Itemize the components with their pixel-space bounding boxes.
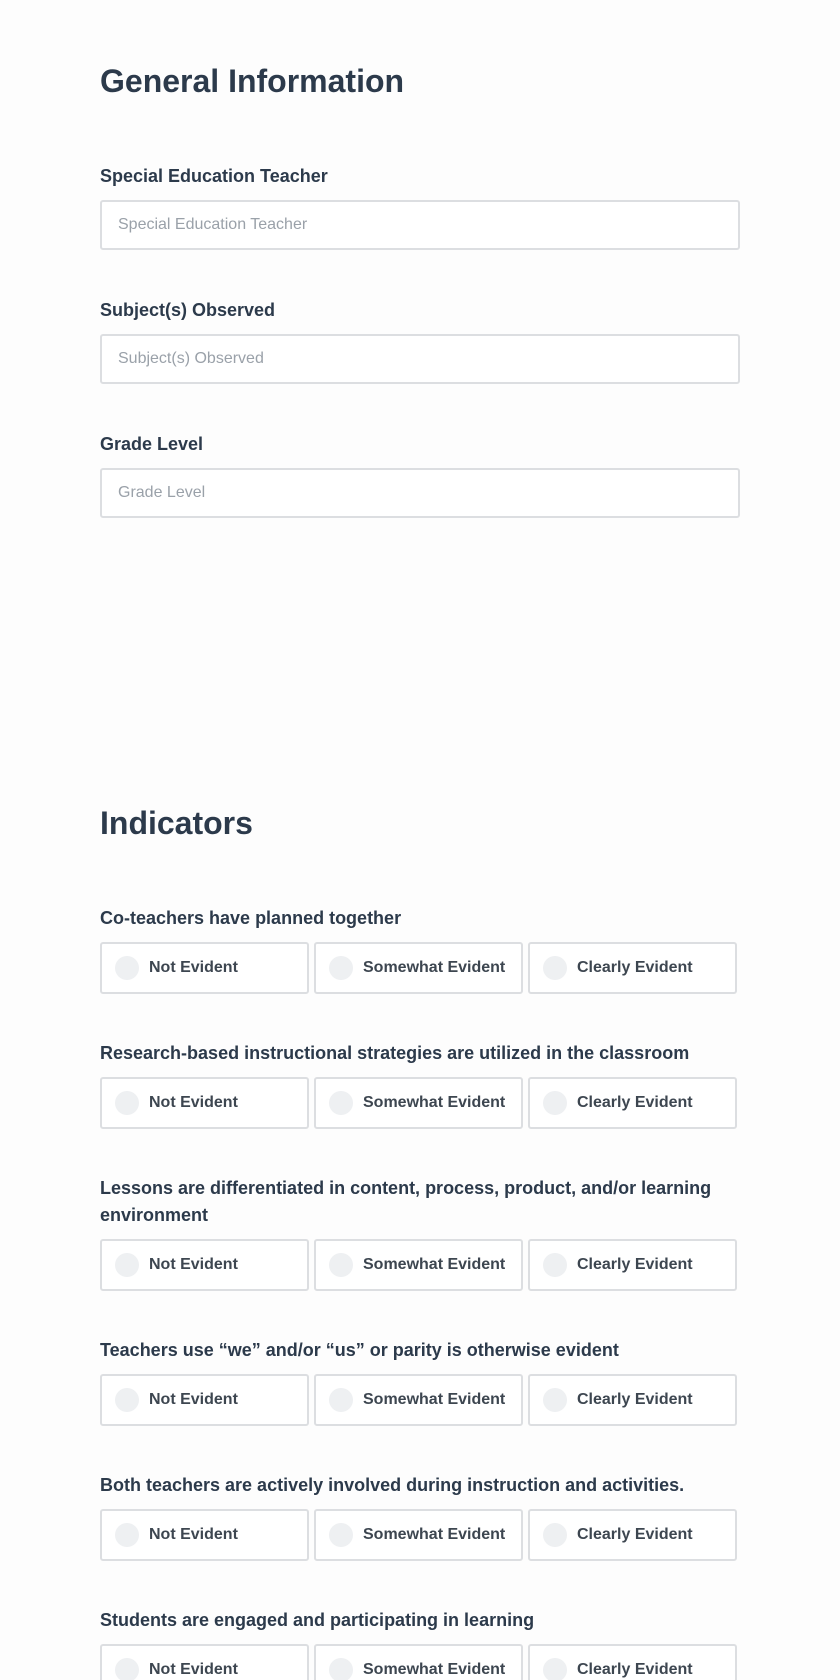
- option-not-evident[interactable]: [100, 942, 309, 994]
- radio-circle-icon[interactable]: [115, 1523, 139, 1547]
- rating-options: [100, 1509, 740, 1561]
- option-label: Clearly Evident: [577, 1256, 693, 1273]
- option-clearly-evident[interactable]: [528, 1077, 737, 1129]
- field-grade-level: [100, 431, 740, 518]
- indicator-question: [100, 1175, 740, 1291]
- option-label: Not Evident: [149, 959, 238, 976]
- option-label: Not Evident: [149, 1391, 238, 1408]
- radio-circle-icon[interactable]: [329, 956, 353, 980]
- option-not-evident[interactable]: [100, 1374, 309, 1426]
- option-not-evident[interactable]: [100, 1644, 309, 1680]
- indicator-question: [100, 1337, 740, 1426]
- option-not-evident[interactable]: [100, 1509, 309, 1561]
- option-clearly-evident[interactable]: [528, 1509, 737, 1561]
- field-label: Grade Level: [100, 434, 204, 454]
- radio-circle-icon[interactable]: [329, 1253, 353, 1277]
- special-education-teacher-input[interactable]: [100, 200, 740, 250]
- option-label: Not Evident: [149, 1256, 238, 1273]
- radio-circle-icon[interactable]: [115, 1388, 139, 1412]
- radio-circle-icon[interactable]: [115, 1658, 139, 1680]
- radio-circle-icon[interactable]: [115, 1091, 139, 1115]
- rating-options: [100, 942, 740, 994]
- question-text: Students are engaged and participating in learning: [100, 1610, 535, 1630]
- radio-circle-icon[interactable]: [115, 1253, 139, 1277]
- option-label: Not Evident: [149, 1526, 238, 1543]
- option-not-evident[interactable]: [100, 1239, 309, 1291]
- radio-circle-icon[interactable]: [543, 1658, 567, 1680]
- grade-level-input[interactable]: [100, 468, 740, 518]
- subjects-observed-input[interactable]: [100, 334, 740, 384]
- option-clearly-evident[interactable]: [528, 942, 737, 994]
- radio-circle-icon[interactable]: [115, 956, 139, 980]
- radio-circle-icon[interactable]: [329, 1091, 353, 1115]
- option-label: Somewhat Evident: [363, 1661, 506, 1678]
- option-somewhat-evident[interactable]: [314, 942, 523, 994]
- field-label: Subject(s) Observed: [100, 300, 276, 320]
- question-text: Co-teachers have planned together: [100, 908, 402, 928]
- rating-options: [100, 1239, 740, 1291]
- option-label: Somewhat Evident: [363, 1526, 506, 1543]
- question-text: Lessons are differentiated in content, process, product, and/or learning environment: [100, 1178, 712, 1225]
- option-clearly-evident[interactable]: [528, 1374, 737, 1426]
- radio-circle-icon[interactable]: [543, 956, 567, 980]
- option-label: Somewhat Evident: [363, 1391, 506, 1408]
- indicator-question: [100, 1040, 740, 1129]
- option-somewhat-evident[interactable]: [314, 1077, 523, 1129]
- indicators-title: Indicators: [100, 805, 253, 841]
- question-text: Teachers use “we” and/or “us” or parity is otherwise evident: [100, 1340, 619, 1360]
- question-text: Research-based instructional strategies are utilized in the classroom: [100, 1043, 690, 1063]
- option-label: Somewhat Evident: [363, 1094, 506, 1111]
- indicator-question: [100, 905, 740, 994]
- radio-circle-icon[interactable]: [543, 1091, 567, 1115]
- option-not-evident[interactable]: [100, 1077, 309, 1129]
- field-subjects-observed: [100, 297, 740, 384]
- radio-circle-icon[interactable]: [329, 1523, 353, 1547]
- option-label: Clearly Evident: [577, 1094, 693, 1111]
- option-label: Clearly Evident: [577, 1661, 693, 1678]
- option-label: Somewhat Evident: [363, 1256, 506, 1273]
- option-label: Not Evident: [149, 1661, 238, 1678]
- option-somewhat-evident[interactable]: [314, 1239, 523, 1291]
- rating-options: [100, 1077, 740, 1129]
- option-label: Somewhat Evident: [363, 959, 506, 976]
- option-somewhat-evident[interactable]: [314, 1644, 523, 1680]
- option-label: Clearly Evident: [577, 959, 693, 976]
- option-clearly-evident[interactable]: [528, 1644, 737, 1680]
- option-label: Clearly Evident: [577, 1526, 693, 1543]
- radio-circle-icon[interactable]: [543, 1388, 567, 1412]
- option-label: Clearly Evident: [577, 1391, 693, 1408]
- indicator-question: [100, 1607, 740, 1680]
- general-information-title: General Information: [100, 63, 405, 99]
- option-somewhat-evident[interactable]: [314, 1509, 523, 1561]
- option-label: Not Evident: [149, 1094, 238, 1111]
- option-somewhat-evident[interactable]: [314, 1374, 523, 1426]
- radio-circle-icon[interactable]: [329, 1658, 353, 1680]
- radio-circle-icon[interactable]: [329, 1388, 353, 1412]
- rating-options: [100, 1374, 740, 1426]
- field-special-education-teacher: [100, 163, 740, 250]
- indicator-question: [100, 1472, 740, 1561]
- radio-circle-icon[interactable]: [543, 1253, 567, 1277]
- question-text: Both teachers are actively involved during instruction and activities.: [100, 1475, 685, 1495]
- rating-options: [100, 1644, 740, 1680]
- option-clearly-evident[interactable]: [528, 1239, 737, 1291]
- radio-circle-icon[interactable]: [543, 1523, 567, 1547]
- field-label: Special Education Teacher: [100, 166, 328, 186]
